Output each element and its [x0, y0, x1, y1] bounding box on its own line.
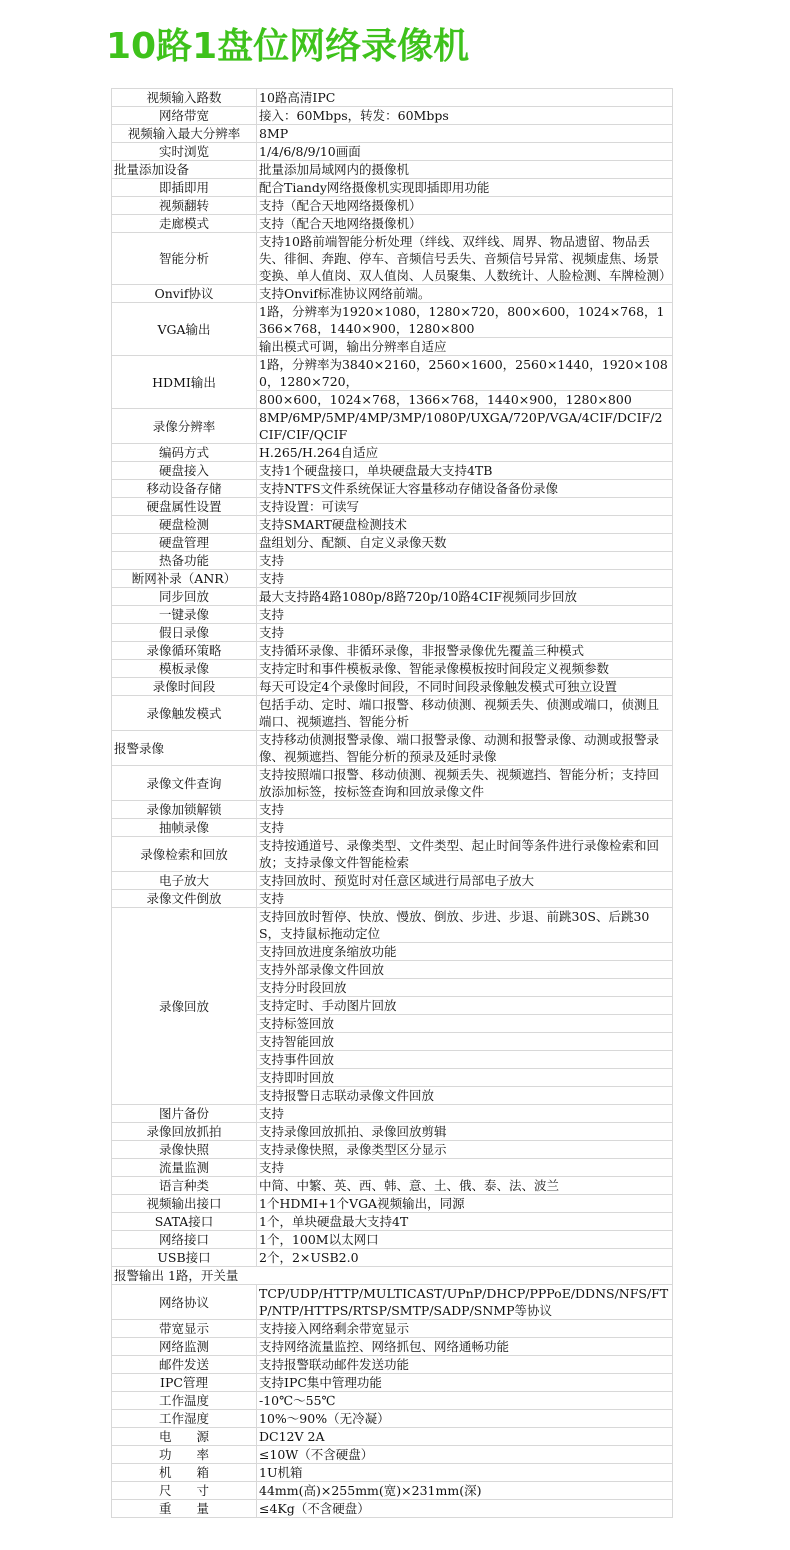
spec-value: 支持: [257, 624, 673, 642]
spec-label: 移动设备存储: [112, 480, 257, 498]
table-row: [112, 1285, 673, 1320]
spec-label: 录像快照: [112, 1141, 257, 1159]
table-row: [112, 1231, 673, 1249]
table-row: [112, 409, 673, 444]
spec-label: 功 率: [112, 1446, 257, 1464]
table-row: [112, 1338, 673, 1356]
spec-label: 视频输出接口: [112, 1195, 257, 1213]
spec-label: 网络协议: [112, 1285, 257, 1320]
spec-value: 1个，单块硬盘最大支持4T: [257, 1213, 673, 1231]
spec-value: ≤10W（不含硬盘）: [257, 1446, 673, 1464]
spec-label: 录像时间段: [112, 678, 257, 696]
table-row: [112, 1428, 673, 1446]
spec-value: 支持10路前端智能分析处理（绊线、双绊线、周界、物品遗留、物品丢失、徘徊、奔跑、停车、音频信号丢失、音频信号异常、视频虚焦、场景变换、单人值岗、双人值岗、人员聚集、人数统计、人脸检测、车牌检测）: [257, 233, 673, 285]
spec-value: 支持即时回放: [257, 1069, 673, 1087]
spec-value: 支持SMART硬盘检测技术: [257, 516, 673, 534]
table-row: [112, 570, 673, 588]
spec-value: 支持报警日志联动录像文件回放: [257, 1087, 673, 1105]
table-row: [112, 1464, 673, 1482]
spec-value: 输出模式可调，输出分辨率自适应: [257, 338, 673, 356]
table-row: [112, 1374, 673, 1392]
spec-label: 录像分辨率: [112, 409, 257, 444]
spec-label: VGA输出: [112, 303, 257, 356]
spec-value: 支持: [257, 801, 673, 819]
spec-value: ≤4Kg（不含硬盘）: [257, 1500, 673, 1518]
table-row: [112, 908, 673, 943]
spec-value: 支持网络流量监控、网络抓包、网络通畅功能: [257, 1338, 673, 1356]
spec-label: 录像加锁解锁: [112, 801, 257, 819]
spec-value: 盘组划分、配额、自定义录像天数: [257, 534, 673, 552]
spec-value: 支持分时段回放: [257, 979, 673, 997]
spec-label: 视频翻转: [112, 197, 257, 215]
table-row: [112, 233, 673, 285]
table-row: [112, 143, 673, 161]
spec-value: 支持: [257, 1159, 673, 1177]
spec-value: 每天可设定4个录像时间段，不同时间段录像触发模式可独立设置: [257, 678, 673, 696]
spec-value: 44mm(高)×255mm(宽)×231mm(深): [257, 1482, 673, 1500]
table-row: [112, 89, 673, 107]
table-row: [112, 801, 673, 819]
spec-value: 支持回放时暂停、快放、慢放、倒放、步进、步退、前跳30S、后跳30S，支持鼠标拖动定位: [257, 908, 673, 943]
table-row: [112, 624, 673, 642]
table-row: [112, 480, 673, 498]
spec-label: 机 箱: [112, 1464, 257, 1482]
spec-label: 录像回放: [112, 908, 257, 1105]
spec-value: 支持（配合天地网络摄像机）: [257, 215, 673, 233]
spec-value: 支持: [257, 890, 673, 908]
spec-value: DC12V 2A: [257, 1428, 673, 1446]
table-row: [112, 285, 673, 303]
table-row: [112, 534, 673, 552]
spec-value: 支持外部录像文件回放: [257, 961, 673, 979]
spec-label: 电子放大: [112, 872, 257, 890]
table-row: [112, 1195, 673, 1213]
spec-label: 重 量: [112, 1500, 257, 1518]
table-row: [112, 1446, 673, 1464]
spec-value: 800×600，1024×768，1366×768，1440×900，1280×800: [257, 391, 673, 409]
spec-value: 1/4/6/8/9/10画面: [257, 143, 673, 161]
spec-label: 同步回放: [112, 588, 257, 606]
table-row: [112, 197, 673, 215]
spec-label: 实时浏览: [112, 143, 257, 161]
spec-value: 1个，100M以太网口: [257, 1231, 673, 1249]
spec-label: 编码方式: [112, 444, 257, 462]
spec-label: 假日录像: [112, 624, 257, 642]
spec-value: 10路高清IPC: [257, 89, 673, 107]
table-row: [112, 1177, 673, 1195]
spec-label: 工作温度: [112, 1392, 257, 1410]
table-row: [112, 125, 673, 143]
table-row: [112, 890, 673, 908]
spec-table: [111, 88, 673, 1518]
spec-label: 电 源: [112, 1428, 257, 1446]
spec-value: 1个HDMI+1个VGA视频输出，同源: [257, 1195, 673, 1213]
spec-value: -10℃～55℃: [257, 1392, 673, 1410]
table-row: [112, 819, 673, 837]
spec-value: 配合Tiandy网络摄像机实现即插即用功能: [257, 179, 673, 197]
spec-value: TCP/UDP/HTTP/MULTICAST/UPnP/DHCP/PPPoE/DDNS/NFS/FTP/NTP/HTTPS/RTSP/SMTP/SADP/SNMP等协议: [257, 1285, 673, 1320]
spec-label: 网络监测: [112, 1338, 257, 1356]
spec-label: 录像检索和回放: [112, 837, 257, 872]
table-row: [112, 1267, 673, 1285]
table-row: [112, 1320, 673, 1338]
table-row: [112, 552, 673, 570]
table-row: [112, 516, 673, 534]
table-row: [112, 1105, 673, 1123]
spec-label: USB接口: [112, 1249, 257, 1267]
spec-label: 语言种类: [112, 1177, 257, 1195]
spec-value: 1路，分辨率为1920×1080，1280×720，800×600，1024×768，1366×768，1440×900，1280×800: [257, 303, 673, 338]
spec-value: 支持: [257, 552, 673, 570]
table-row: [112, 303, 673, 338]
spec-label: 流量监测: [112, 1159, 257, 1177]
spec-label: 硬盘管理: [112, 534, 257, 552]
table-row: [112, 642, 673, 660]
table-row: [112, 696, 673, 731]
spec-value: 8MP: [257, 125, 673, 143]
table-row: [112, 161, 673, 179]
spec-value: 1U机箱: [257, 1464, 673, 1482]
spec-label: 邮件发送: [112, 1356, 257, 1374]
spec-label: 即插即用: [112, 179, 257, 197]
spec-label: HDMI输出: [112, 356, 257, 409]
spec-label: IPC管理: [112, 1374, 257, 1392]
spec-label: 带宽显示: [112, 1320, 257, 1338]
spec-value: 支持定时和事件模板录像、智能录像模板按时间段定义视频参数: [257, 660, 673, 678]
table-row: [112, 1482, 673, 1500]
spec-label: 批量添加设备: [112, 161, 257, 179]
spec-label: 录像触发模式: [112, 696, 257, 731]
spec-label: 一键录像: [112, 606, 257, 624]
table-row: [112, 1356, 673, 1374]
spec-value: 支持智能回放: [257, 1033, 673, 1051]
spec-label: 断网补录（ANR）: [112, 570, 257, 588]
spec-value: 1路，分辨率为3840×2160，2560×1600，2560×1440，1920×1080，1280×720，: [257, 356, 673, 391]
spec-value: 支持标签回放: [257, 1015, 673, 1033]
spec-label: Onvif协议: [112, 285, 257, 303]
table-row: [112, 678, 673, 696]
table-row: [112, 1213, 673, 1231]
spec-label: 录像文件倒放: [112, 890, 257, 908]
spec-value: 支持定时、手动图片回放: [257, 997, 673, 1015]
spec-value: 支持（配合天地网络摄像机）: [257, 197, 673, 215]
spec-label: 网络接口: [112, 1231, 257, 1249]
spec-value: 支持: [257, 570, 673, 588]
spec-value: 8MP/6MP/5MP/4MP/3MP/1080P/UXGA/720P/VGA/4CIF/DCIF/2CIF/CIF/QCIF: [257, 409, 673, 444]
spec-value: 中简、中繁、英、西、韩、意、土、俄、泰、法、波兰: [257, 1177, 673, 1195]
spec-label: 网络带宽: [112, 107, 257, 125]
spec-label: 尺 寸: [112, 1482, 257, 1500]
table-row: [112, 215, 673, 233]
spec-value: 支持事件回放: [257, 1051, 673, 1069]
spec-label: 硬盘属性设置: [112, 498, 257, 516]
spec-value: 支持录像快照，录像类型区分显示: [257, 1141, 673, 1159]
spec-label: 录像回放抓拍: [112, 1123, 257, 1141]
spec-value: 支持接入网络剩余带宽显示: [257, 1320, 673, 1338]
spec-value: 支持回放进度条缩放功能: [257, 943, 673, 961]
table-row: [112, 498, 673, 516]
spec-value: 支持: [257, 819, 673, 837]
table-row: [112, 107, 673, 125]
spec-value: 支持IPC集中管理功能: [257, 1374, 673, 1392]
table-row: [112, 444, 673, 462]
spec-label: 报警录像: [112, 731, 257, 766]
page-title: 10路1盘位网络录像机: [106, 26, 470, 67]
table-row: [112, 766, 673, 801]
spec-value: 2个，2×USB2.0: [257, 1249, 673, 1267]
spec-label: 走廊模式: [112, 215, 257, 233]
spec-label: 模板录像: [112, 660, 257, 678]
spec-label: 工作湿度: [112, 1410, 257, 1428]
table-row: [112, 1159, 673, 1177]
table-row: [112, 356, 673, 391]
spec-value: 批量添加局域网内的摄像机: [257, 161, 673, 179]
spec-value: 支持报警联动邮件发送功能: [257, 1356, 673, 1374]
spec-label: 图片备份: [112, 1105, 257, 1123]
table-row: [112, 588, 673, 606]
spec-value: 最大支持路4路1080p/8路720p/10路4CIF视频同步回放: [257, 588, 673, 606]
spec-value: 支持: [257, 606, 673, 624]
spec-label: 硬盘接入: [112, 462, 257, 480]
table-row: [112, 731, 673, 766]
spec-label: 热备功能: [112, 552, 257, 570]
spec-label: 视频输入最大分辨率: [112, 125, 257, 143]
spec-value: 支持录像回放抓拍、录像回放剪辑: [257, 1123, 673, 1141]
spec-value: H.265/H.264自适应: [257, 444, 673, 462]
spec-table-body: [112, 89, 673, 1518]
table-row: [112, 1141, 673, 1159]
table-row: [112, 1500, 673, 1518]
spec-label: 录像文件查询: [112, 766, 257, 801]
spec-label: 智能分析: [112, 233, 257, 285]
table-row: [112, 1392, 673, 1410]
spec-value: 支持设置：可读写: [257, 498, 673, 516]
spec-value: 包括手动、定时、端口报警、移动侦测、视频丢失、侦测或端口，侦测且端口、视频遮挡、智能分析: [257, 696, 673, 731]
table-row: [112, 872, 673, 890]
spec-value: 支持: [257, 1105, 673, 1123]
spec-value: 10%～90%（无冷凝）: [257, 1410, 673, 1428]
table-row: [112, 660, 673, 678]
spec-value: 支持移动侦测报警录像、端口报警录像、动测和报警录像、动测或报警录像、视频遮挡、智能分析的预录及延时录像: [257, 731, 673, 766]
spec-value: 支持循环录像、非循环录像，非报警录像优先覆盖三种模式: [257, 642, 673, 660]
table-row: [112, 1249, 673, 1267]
spec-value: 支持按通道号、录像类型、文件类型、起止时间等条件进行录像检索和回放；支持录像文件智能检索: [257, 837, 673, 872]
table-row: [112, 462, 673, 480]
spec-label: 抽帧录像: [112, 819, 257, 837]
spec-label: 录像循环策略: [112, 642, 257, 660]
table-row: [112, 837, 673, 872]
table-row: [112, 1410, 673, 1428]
spec-label: 硬盘检测: [112, 516, 257, 534]
spec-value: 支持回放时、预览时对任意区域进行局部电子放大: [257, 872, 673, 890]
spec-label: 视频输入路数: [112, 89, 257, 107]
table-row: [112, 179, 673, 197]
table-row: [112, 606, 673, 624]
table-row: [112, 1123, 673, 1141]
spec-section-label: 报警输出 1路，开关量: [112, 1267, 673, 1285]
spec-value: 支持NTFS文件系统保证大容量移动存储设备备份录像: [257, 480, 673, 498]
spec-value: 支持1个硬盘接口，单块硬盘最大支持4TB: [257, 462, 673, 480]
spec-label: SATA接口: [112, 1213, 257, 1231]
spec-value: 支持按照端口报警、移动侦测、视频丢失、视频遮挡、智能分析；支持回放添加标签，按标签查询和回放录像文件: [257, 766, 673, 801]
spec-value: 接入：60Mbps，转发：60Mbps: [257, 107, 673, 125]
spec-value: 支持Onvif标准协议网络前端。: [257, 285, 673, 303]
